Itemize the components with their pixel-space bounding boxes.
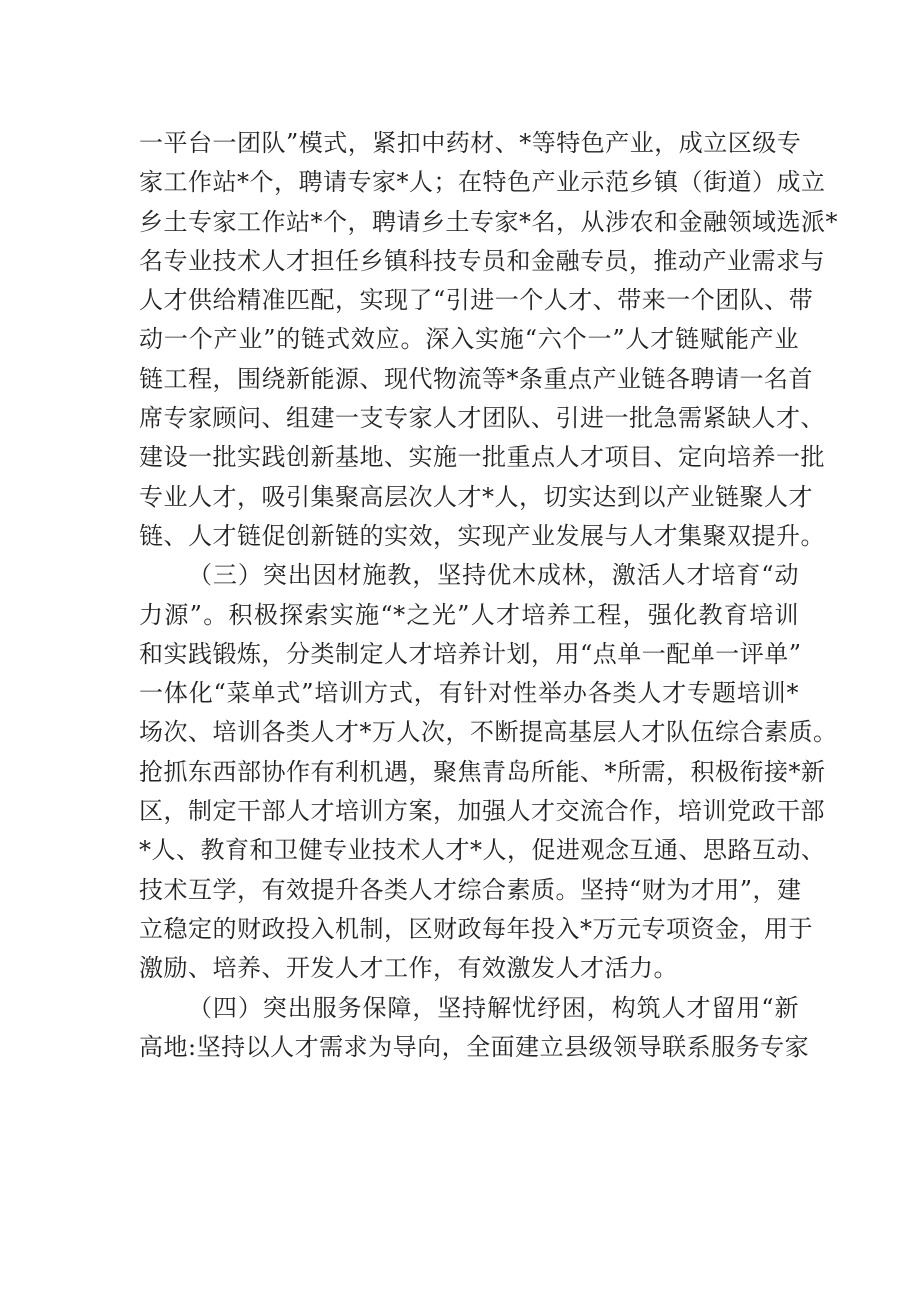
text-line: 抢抓东西部协作有利机遇，聚焦青岛所能、*所需，积极衔接*新 bbox=[139, 757, 826, 786]
text-line: 名专业技术人才担任乡镇科技专员和金融专员，推动产业需求与 bbox=[139, 246, 825, 275]
text-line: 区，制定干部人才培训方案，加强人才交流合作，培训党政干部 bbox=[139, 797, 825, 826]
text-line: 和实践锻炼，分类制定人才培养计划，用“点单一配单一评单” bbox=[139, 639, 802, 668]
text-line: 席专家顾问、组建一支专家人才团队、引进一批急需紧缺人才、 bbox=[139, 404, 825, 433]
section-heading-line: （三）突出因材施教，坚持优木成林，激活人才培育“动 bbox=[188, 561, 799, 590]
text-line: 链、人才链促创新链的实效，实现产业发展与人才集聚双提升。 bbox=[139, 521, 825, 550]
text-line: 专业人才，吸引集聚高层次人才*人，切实达到以产业链聚人才 bbox=[139, 482, 813, 511]
text-line: 立稳定的财政投入机制，区财政每年投入*万元专项资金，用于 bbox=[139, 914, 813, 943]
text-line: 建设一批实践创新基地、实施一批重点人才项目、定向培养一批 bbox=[139, 443, 825, 472]
text-line: 力源”。积极探索实施“*之光”人才培养工程，强化教育培训 bbox=[139, 600, 799, 629]
text-line: 一平台一团队”模式，紧扣中药材、*等特色产业，成立区级专 bbox=[139, 129, 802, 157]
section-heading-line: （四）突出服务保障，坚持解忧纾困，构筑人才留用“新 bbox=[188, 993, 799, 1022]
text-line: 链工程，围绕新能源、现代物流等*条重点产业链各聘请一名首 bbox=[139, 364, 813, 393]
text-line: 乡土专家工作站*个，聘请乡土专家*名，从涉农和金融领域选派* bbox=[139, 207, 838, 236]
text-line: 技术互学，有效提升各类人才综合素质。坚持“财为才用”，建 bbox=[139, 875, 802, 904]
text-line: 高地:坚持以人才需求为导向，全面建立县级领导联系服务专家 bbox=[139, 1032, 810, 1061]
text-line: 激励、培养、开发人才工作，有效激发人才活力。 bbox=[139, 954, 678, 983]
text-line: *人、教育和卫健专业技术人才*人，促进观念互通、思路互动、 bbox=[139, 836, 826, 865]
text-line: 动一个产业”的链式效应。深入实施“六个一”人才链赋能产业 bbox=[139, 325, 799, 354]
text-line: 人才供给精准匹配，实现了“引进一个人才、带来一个团队、带 bbox=[139, 286, 814, 315]
body-text bbox=[139, 124, 838, 1067]
text-line: 家工作站*个，聘请专家*人；在特色产业示范乡镇（街道）成立 bbox=[139, 168, 826, 197]
text-line: 一体化“菜单式”培训方式，有针对性举办各类人才专题培训* bbox=[139, 679, 799, 708]
text-line: 场次、培训各类人才*万人次，不断提高基层人才队伍综合素质。 bbox=[139, 718, 838, 747]
